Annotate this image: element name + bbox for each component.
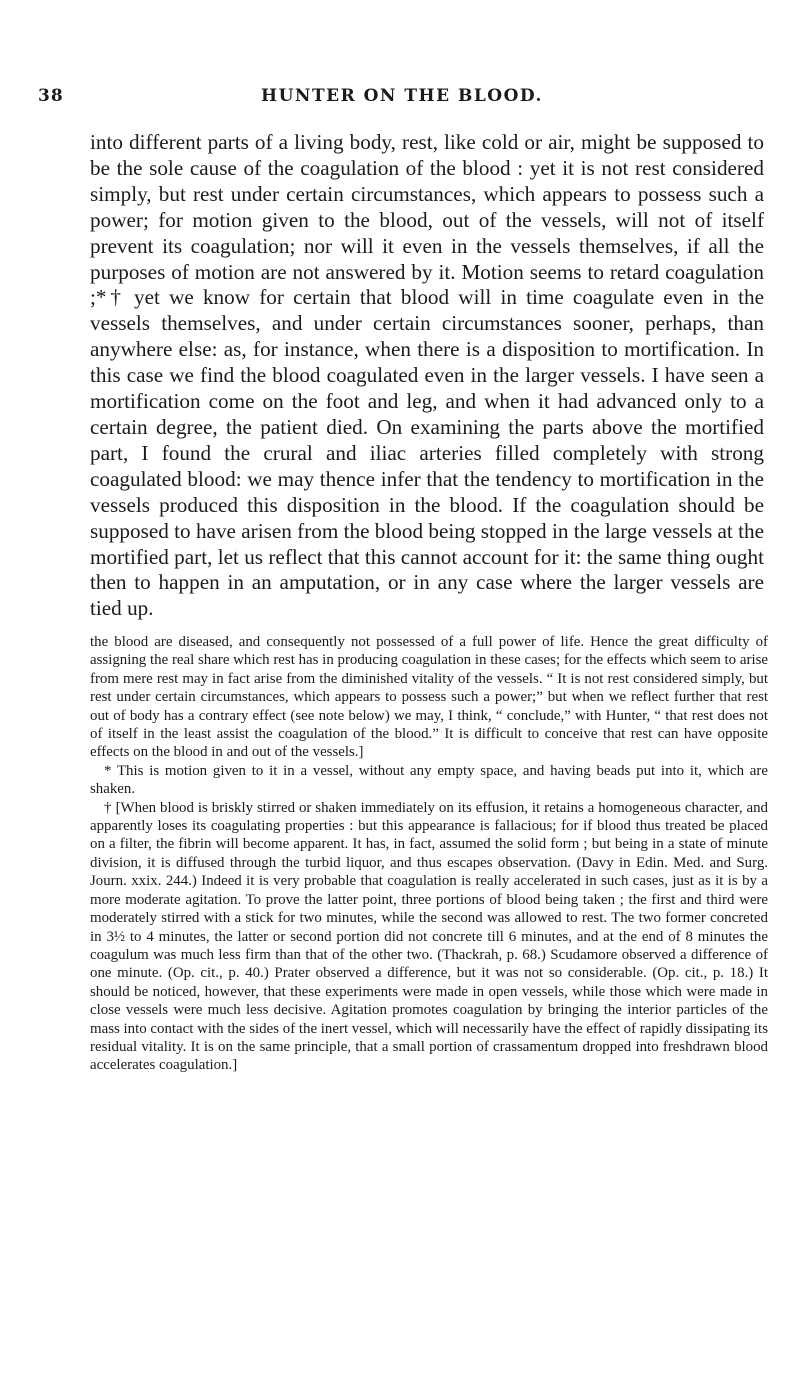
footnote-continuation: the blood are diseased, and consequently not possessed of a full power of life. Hence the great difficulty of assigning the real share which rest has in producing coagulation in these cases; for the effects which seem to arise from mere rest may in fact arise from the diminished vitality of the vessels. “ It is not rest considered simply, but rest under certain circumstances, which appears to possess such a power;” but when we reflect further that rest out of body has a contrary effect (see note below) we may, I think, “ conclude,” with Hunter, “ that rest does not of itself in the least assist the coagulation of the blood.” It is difficult to conceive that rest can have opposite effects on the blood in and out of the vessels.]	[90, 634, 768, 761]
footnote-asterisk: * This is motion given to it in a vessel, without any empty space, and having beads put into it, which are shaken.	[90, 762, 768, 798]
footnote-dagger: † [When blood is briskly stirred or shaken immediately on its effusion, it retains a homogeneous character, and apparently loses its coagulating properties : but this appearance is fallacious; for if blood thus treated be placed on a filter, the fibrin will become apparent. It has, in fact, assumed the solid form ; but being in a state of minute division, it is diffused through the turbid liquor, and thus escapes observation. (Davy in Edin. Med. and Surg. Journ. xxix. 244.) Indeed it is very probable that coagulation is really accelerated in such cases, just as it is by a more moderate agitation. To prove the latter point, three portions of blood being taken ; the first and third were moderately stirred with a stick for two minutes, while the second was allowed to rest. The two former concreted in 3½ to 4 minutes, the latter or second portion did not concrete till 6 minutes, and at the end of 8 minutes the coagulum was much less firm than that of the other two. (Thackrah, p. 68.) Scudamore observed a difference of one minute. (Op. cit., p. 40.) Prater observed a difference, but it was not so considerable. (Op. cit., p. 18.) It should be noticed, however, that these experiments were made in open vessels, while those which were made in close vessels were much less decisive. Agitation promotes coagulation by bringing the interior particles of the mass into contact with the sides of the inert vessel, which will necessarily have the effect of rapidly dissipating its residual vitality. It is on the same principle, that a small portion of crassamentum dropped into freshdrawn blood accelerates coagulation.]	[90, 799, 768, 1074]
page-header	[38, 86, 766, 114]
main-body-text: into different parts of a living body, rest, like cold or air, might be supposed to be the sole cause of the coagulation of the blood : yet it is not rest considered simply, but rest under certain circumstances, which appears to possess such a power; for motion given to the blood, out of the vessels, will not of itself prevent its coagulation; nor will it even in the vessels themselves, if all the purposes of motion are not answered by it. Motion seems to retard coagulation ;*† yet we know for certain that blood will in time coagulate even in the vessels themselves, and under certain circumstances sooner, perhaps, than anywhere else: as, for instance, when there is a disposition to mortification. In this case we find the blood coagulated even in the larger vessels. I have seen a mortification come on the foot and leg, and when it had advanced only to a certain degree, the patient died. On examining the parts above the mortified part, I found the crural and iliac arteries filled completely with strong coagulated blood: we may thence infer that the tendency to mortification in the vessels produced this disposition in the blood. If the coagulation should be supposed to have arisen from the blood being stopped in the large vessels at the mortified part, let us reflect that this cannot account for it: the same thing ought then to happen in an amputation, or in any case where the larger vessels are tied up.	[90, 130, 764, 621]
running-title: HUNTER ON THE BLOOD.	[261, 86, 543, 106]
footnotes	[90, 633, 768, 1075]
page-number: 38	[38, 86, 64, 106]
